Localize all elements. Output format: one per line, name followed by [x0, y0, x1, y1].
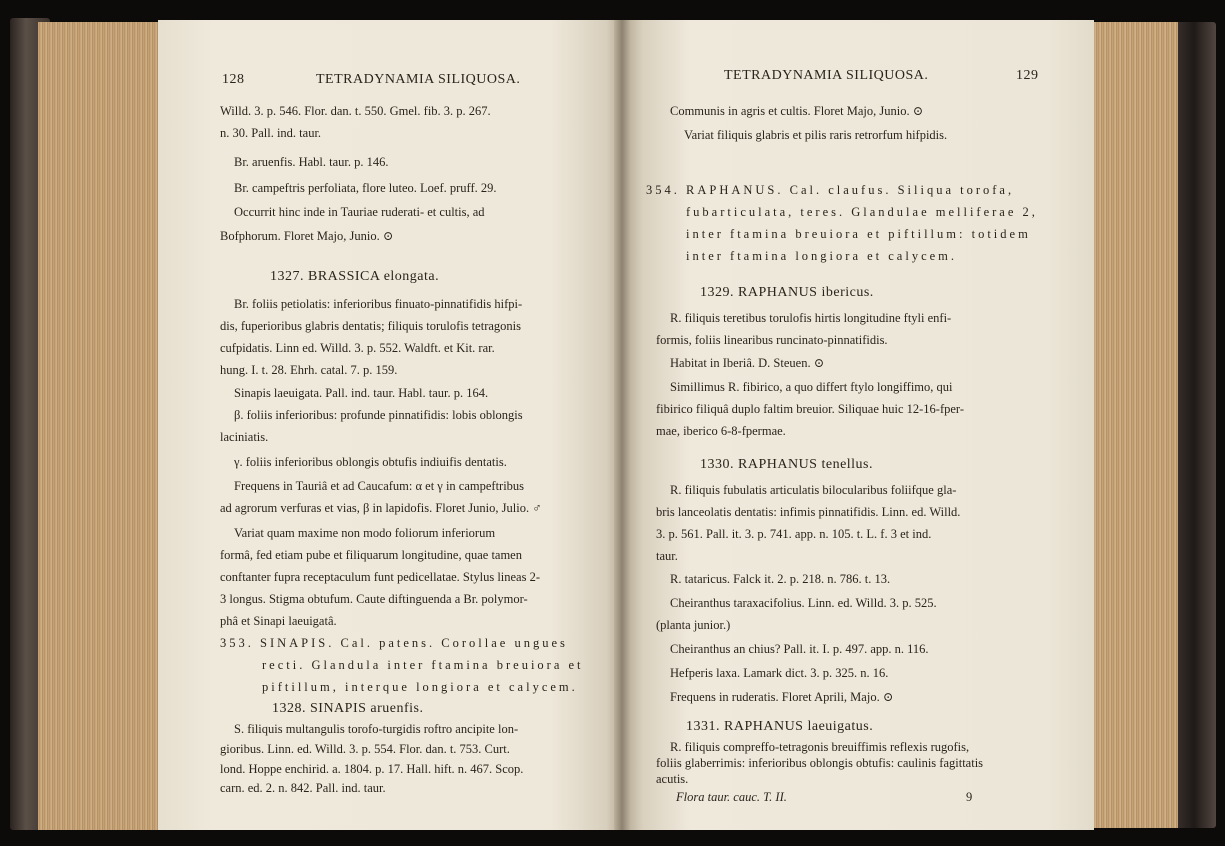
- left-page-edges: [38, 22, 162, 830]
- left-line-5: Occurrit hinc inde in Tauriae ruderati- et cultis, ad: [234, 205, 485, 219]
- left-page-number: 128: [222, 72, 245, 87]
- left-species-heading-1328: 1328. SINAPIS aruenfis.: [272, 701, 424, 716]
- right-footer-signature: Flora taur. cauc. T. II.: [676, 790, 787, 804]
- left-line-13: β. foliis inferioribus: profunde pinnatifidis: lobis oblongis: [234, 408, 523, 422]
- left-line-10: cufpidatis. Linn ed. Willd. 3. p. 552. Waldft. et Kit. rar.: [220, 341, 495, 355]
- left-line-28: gioribus. Linn. ed. Willd. 3. p. 554. Flor. dan. t. 753. Curt.: [220, 742, 510, 756]
- right-line-16: bris lanceolatis dentatis: infimis pinnatifidis. Linn. ed. Willd.: [656, 505, 961, 519]
- left-line-14: laciniatis.: [220, 430, 269, 444]
- book-gutter: [614, 20, 630, 830]
- left-line-20: conftanter fupra receptaculum funt pedicellatae. Stylus lineas 2-: [220, 570, 541, 584]
- left-line-8: Br. foliis petiolatis: inferioribus finuato-pinnatifidis hifpi-: [234, 297, 523, 311]
- right-running-head: TETRADYNAMIA SILIQUOSA.: [724, 68, 929, 83]
- left-line-15: γ. foliis inferioribus oblongis obtufis indiuifis dentatis.: [234, 455, 507, 469]
- right-line-20: Cheiranthus taraxacifolius. Linn. ed. Willd. 3. p. 525.: [670, 596, 937, 610]
- left-genus-353-line-1: 353. SINAPIS. Cal. patens. Corollae ungues: [220, 636, 568, 650]
- right-line-12: fibirico filiquâ duplo faltim breuior. Siliquae huic 12-16-fper-: [656, 402, 965, 416]
- left-line-6: Bofphorum. Floret Majo, Junio. ⊙: [220, 229, 394, 243]
- left-line-21: 3 longus. Stigma obtufum. Caute diftinguenda a Br. polymor-: [220, 592, 528, 606]
- right-genus-354-line-3: inter ftamina breuiora et piftillum: totidem: [686, 227, 1031, 241]
- right-page-number: 129: [1016, 68, 1039, 83]
- left-line-19: formâ, fed etiam pube et filiquarum longitudine, quae tamen: [220, 548, 522, 562]
- right-line-19: R. tataricus. Falck it. 2. p. 218. n. 786. t. 13.: [670, 572, 891, 586]
- right-cover: [1172, 22, 1216, 828]
- right-species-heading-1330: 1330. RAPHANUS tenellus.: [700, 457, 874, 472]
- left-line-27: S. filiquis multangulis torofo-turgidis roftro ancipite lon-: [234, 722, 519, 736]
- left-line-9: dis, fuperioribus glabris dentatis; filiquis torulofis tetragonis: [220, 319, 522, 333]
- left-line-30: carn. ed. 2. n. 842. Pall. ind. taur.: [220, 781, 386, 795]
- right-line-18: taur.: [656, 549, 678, 563]
- left-line-29: lond. Hoppe enchirid. a. 1804. p. 17. Hall. hift. n. 467. Scop.: [220, 762, 524, 776]
- left-line-2: n. 30. Pall. ind. taur.: [220, 126, 322, 140]
- right-line-23: Hefperis laxa. Lamark dict. 3. p. 325. n. 16.: [670, 666, 889, 680]
- right-line-28: acutis.: [656, 772, 689, 786]
- left-running-head: TETRADYNAMIA SILIQUOSA.: [316, 72, 521, 87]
- left-line-18: Variat quam maxime non modo foliorum inferiorum: [234, 526, 496, 540]
- right-line-1: Communis in agris et cultis. Floret Majo, Junio. ⊙: [670, 104, 924, 118]
- right-line-8: R. filiquis teretibus torulofis hirtis longitudine ftyli enfi-: [670, 311, 952, 325]
- left-line-22: phâ et Sinapi laeuigatâ.: [220, 614, 337, 628]
- left-line-12: Sinapis laeuigata. Pall. ind. taur. Habl. taur. p. 164.: [234, 386, 489, 400]
- right-genus-354-line-2: fubarticulata, teres. Glandulae melliferae 2,: [686, 205, 1038, 219]
- right-footer-sheet-number: 9: [966, 790, 973, 804]
- left-line-17: ad agrorum verfuras et vias, β in lapidofis. Floret Junio, Julio. ♂: [220, 501, 542, 515]
- right-line-24: Frequens in ruderatis. Floret Aprili, Majo. ⊙: [670, 690, 894, 704]
- left-line-11: hung. I. t. 28. Ehrh. catal. 7. p. 159.: [220, 363, 398, 377]
- left-line-3: Br. aruenfis. Habl. taur. p. 146.: [234, 155, 389, 169]
- right-line-2: Variat filiquis glabris et pilis raris retrorfum hifpidis.: [684, 128, 948, 142]
- right-genus-354-line-1: 354. RAPHANUS. Cal. claufus. Siliqua torofa,: [646, 183, 1015, 197]
- right-line-17: 3. p. 561. Pall. it. 3. p. 741. app. n. 105. t. L. f. 3 et ind.: [656, 527, 932, 541]
- right-line-21: (planta junior.): [656, 618, 731, 632]
- left-line-1: Willd. 3. p. 546. Flor. dan. t. 550. Gmel. fib. 3. p. 267.: [220, 104, 491, 118]
- left-line-16: Frequens in Tauriâ et ad Caucafum: α et γ in campeftribus: [234, 479, 525, 493]
- left-genus-353-line-2: recti. Glandula inter ftamina breuiora et: [262, 658, 584, 672]
- left-genus-353-line-3: piftillum, interque longiora et calycem.: [262, 680, 578, 694]
- right-species-heading-1331: 1331. RAPHANUS laeuigatus.: [686, 719, 874, 734]
- left-species-heading-1327: 1327. BRASSICA elongata.: [270, 269, 440, 284]
- right-line-22: Cheiranthus an chius? Pall. it. I. p. 497. app. n. 116.: [670, 642, 929, 656]
- left-line-4: Br. campeftris perfoliata, flore luteo. Loef. pruff. 29.: [234, 181, 497, 195]
- right-page-edges: [1092, 22, 1178, 828]
- right-line-27: foliis glaberrimis: inferioribus oblongis obtufis: caulinis fagittatis: [656, 756, 984, 770]
- right-line-11: Simillimus R. fibirico, a quo differt ftylo longiffimo, qui: [670, 380, 953, 394]
- right-line-9: formis, foliis linearibus runcinato-pinnatifidis.: [656, 333, 888, 347]
- right-species-heading-1329: 1329. RAPHANUS ibericus.: [700, 285, 874, 300]
- right-line-13: mae, iberico 6-8-fpermae.: [656, 424, 786, 438]
- right-line-26: R. filiquis compreffo-tetragonis breuiffimis reflexis rugofis,: [670, 740, 970, 754]
- right-genus-354-line-4: inter ftamina longiora et calycem.: [686, 249, 958, 263]
- right-line-10: Habitat in Iberiâ. D. Steuen. ⊙: [670, 356, 825, 370]
- right-line-15: R. filiquis fubulatis articulatis bilocularibus foliifque gla-: [670, 483, 957, 497]
